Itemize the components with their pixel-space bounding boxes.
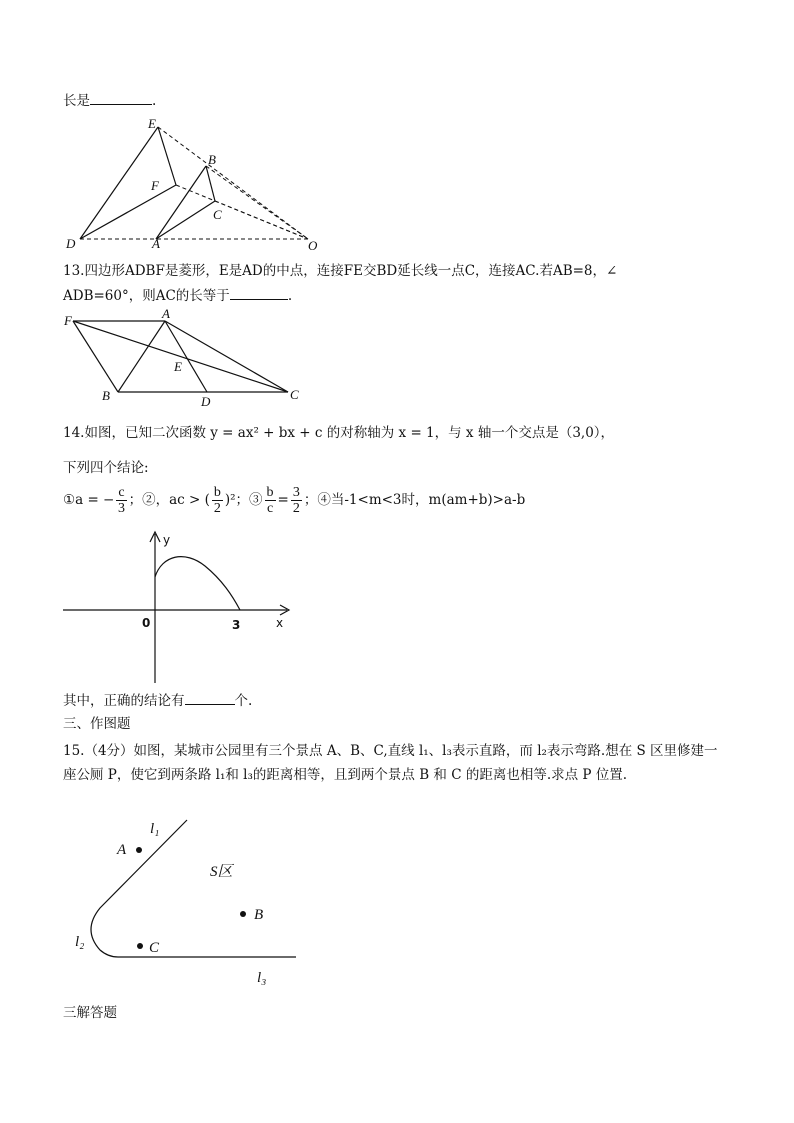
label-C: C: [149, 940, 160, 956]
fig2-label-E: E: [174, 359, 182, 374]
q14-answer-end: 个.: [234, 693, 253, 709]
section-4-heading: 三解答题: [63, 1005, 117, 1021]
fig2-label-C: C: [290, 387, 299, 402]
q14-line-1: 14.如图，已知二次函数 y = ax² + bx + c 的对称轴为 x = 1，与 x 轴一个交点是（3,0），: [63, 425, 615, 441]
frac-num: b: [266, 485, 274, 500]
conclusion-2-tail: )²；③: [224, 492, 263, 508]
frac-den: 3: [117, 501, 125, 516]
section-3-heading: 三、作图题: [63, 716, 131, 732]
q12-tail-end: .: [152, 93, 157, 109]
fig1-label-C: C: [213, 207, 222, 222]
label-A: A: [117, 842, 127, 858]
frac-den: 2: [213, 501, 221, 516]
label-S-region: S区: [210, 864, 233, 880]
q13-end: .: [287, 288, 293, 304]
fig3-y-label: y: [163, 533, 171, 547]
q15-line-2: 座公厕 P，使它到两条路 l₁和 l₃的距离相等，且到两个景点 B 和 C 的距离也相等.求点 P 位置.: [63, 767, 628, 783]
frac-num: b: [213, 485, 221, 500]
fig1-label-E: E: [148, 116, 156, 131]
fig2-label-F: F: [64, 313, 72, 328]
frac-den: 2: [292, 501, 300, 516]
conclusion-2: ；②，ac > (: [128, 492, 210, 508]
frac-num: 3: [292, 485, 300, 500]
fig1-label-D: D: [66, 236, 76, 251]
frac-den: c: [266, 501, 274, 516]
q12-tail-text: 长是: [63, 93, 90, 109]
fig3-tick-3: 3: [232, 618, 241, 632]
fig3-origin: 0: [142, 616, 151, 630]
fig1-label-F: F: [151, 178, 159, 193]
q13-line-1: 13.四边形ADBF是菱形，E是AD的中点，连接FE交BD延长线一点C，连接AC.若AB=8，∠: [63, 263, 618, 279]
conclusion-4: ；④当-1<m<3时，m(am+b)>a-b: [303, 492, 526, 508]
fig1-label-O: O: [308, 238, 318, 253]
fig2-label-D: D: [201, 394, 211, 409]
q13-line-2-text: ADB=60°，则AC的长等于: [63, 288, 230, 304]
fig3-x-label: x: [276, 616, 284, 630]
point-A: [136, 847, 142, 853]
fig2-label-B: B: [102, 388, 110, 403]
point-C: [137, 943, 143, 949]
conclusion-3-eq: =: [277, 492, 289, 508]
fig1-label-A: A: [152, 236, 160, 251]
point-B: [240, 911, 246, 917]
label-l1: l₁: [150, 821, 160, 837]
label-l2: l₂: [75, 934, 85, 950]
q14-line-2: 下列四个结论:: [63, 460, 149, 476]
conclusion-1: ①a = −: [63, 492, 115, 508]
frac-num: c: [118, 485, 125, 500]
label-l3: l₃: [257, 970, 267, 986]
fig2-label-A: A: [162, 306, 170, 321]
label-B: B: [254, 907, 264, 923]
q14-answer-text: 其中，正确的结论有: [63, 693, 185, 709]
q15-line-1: 15.（4分）如图，某城市公园里有三个景点 A、B、C,直线 l₁、l₃表示直路，而 l₂表示弯路.想在 S 区里修建一: [63, 743, 718, 759]
fig1-label-B: B: [208, 152, 216, 167]
